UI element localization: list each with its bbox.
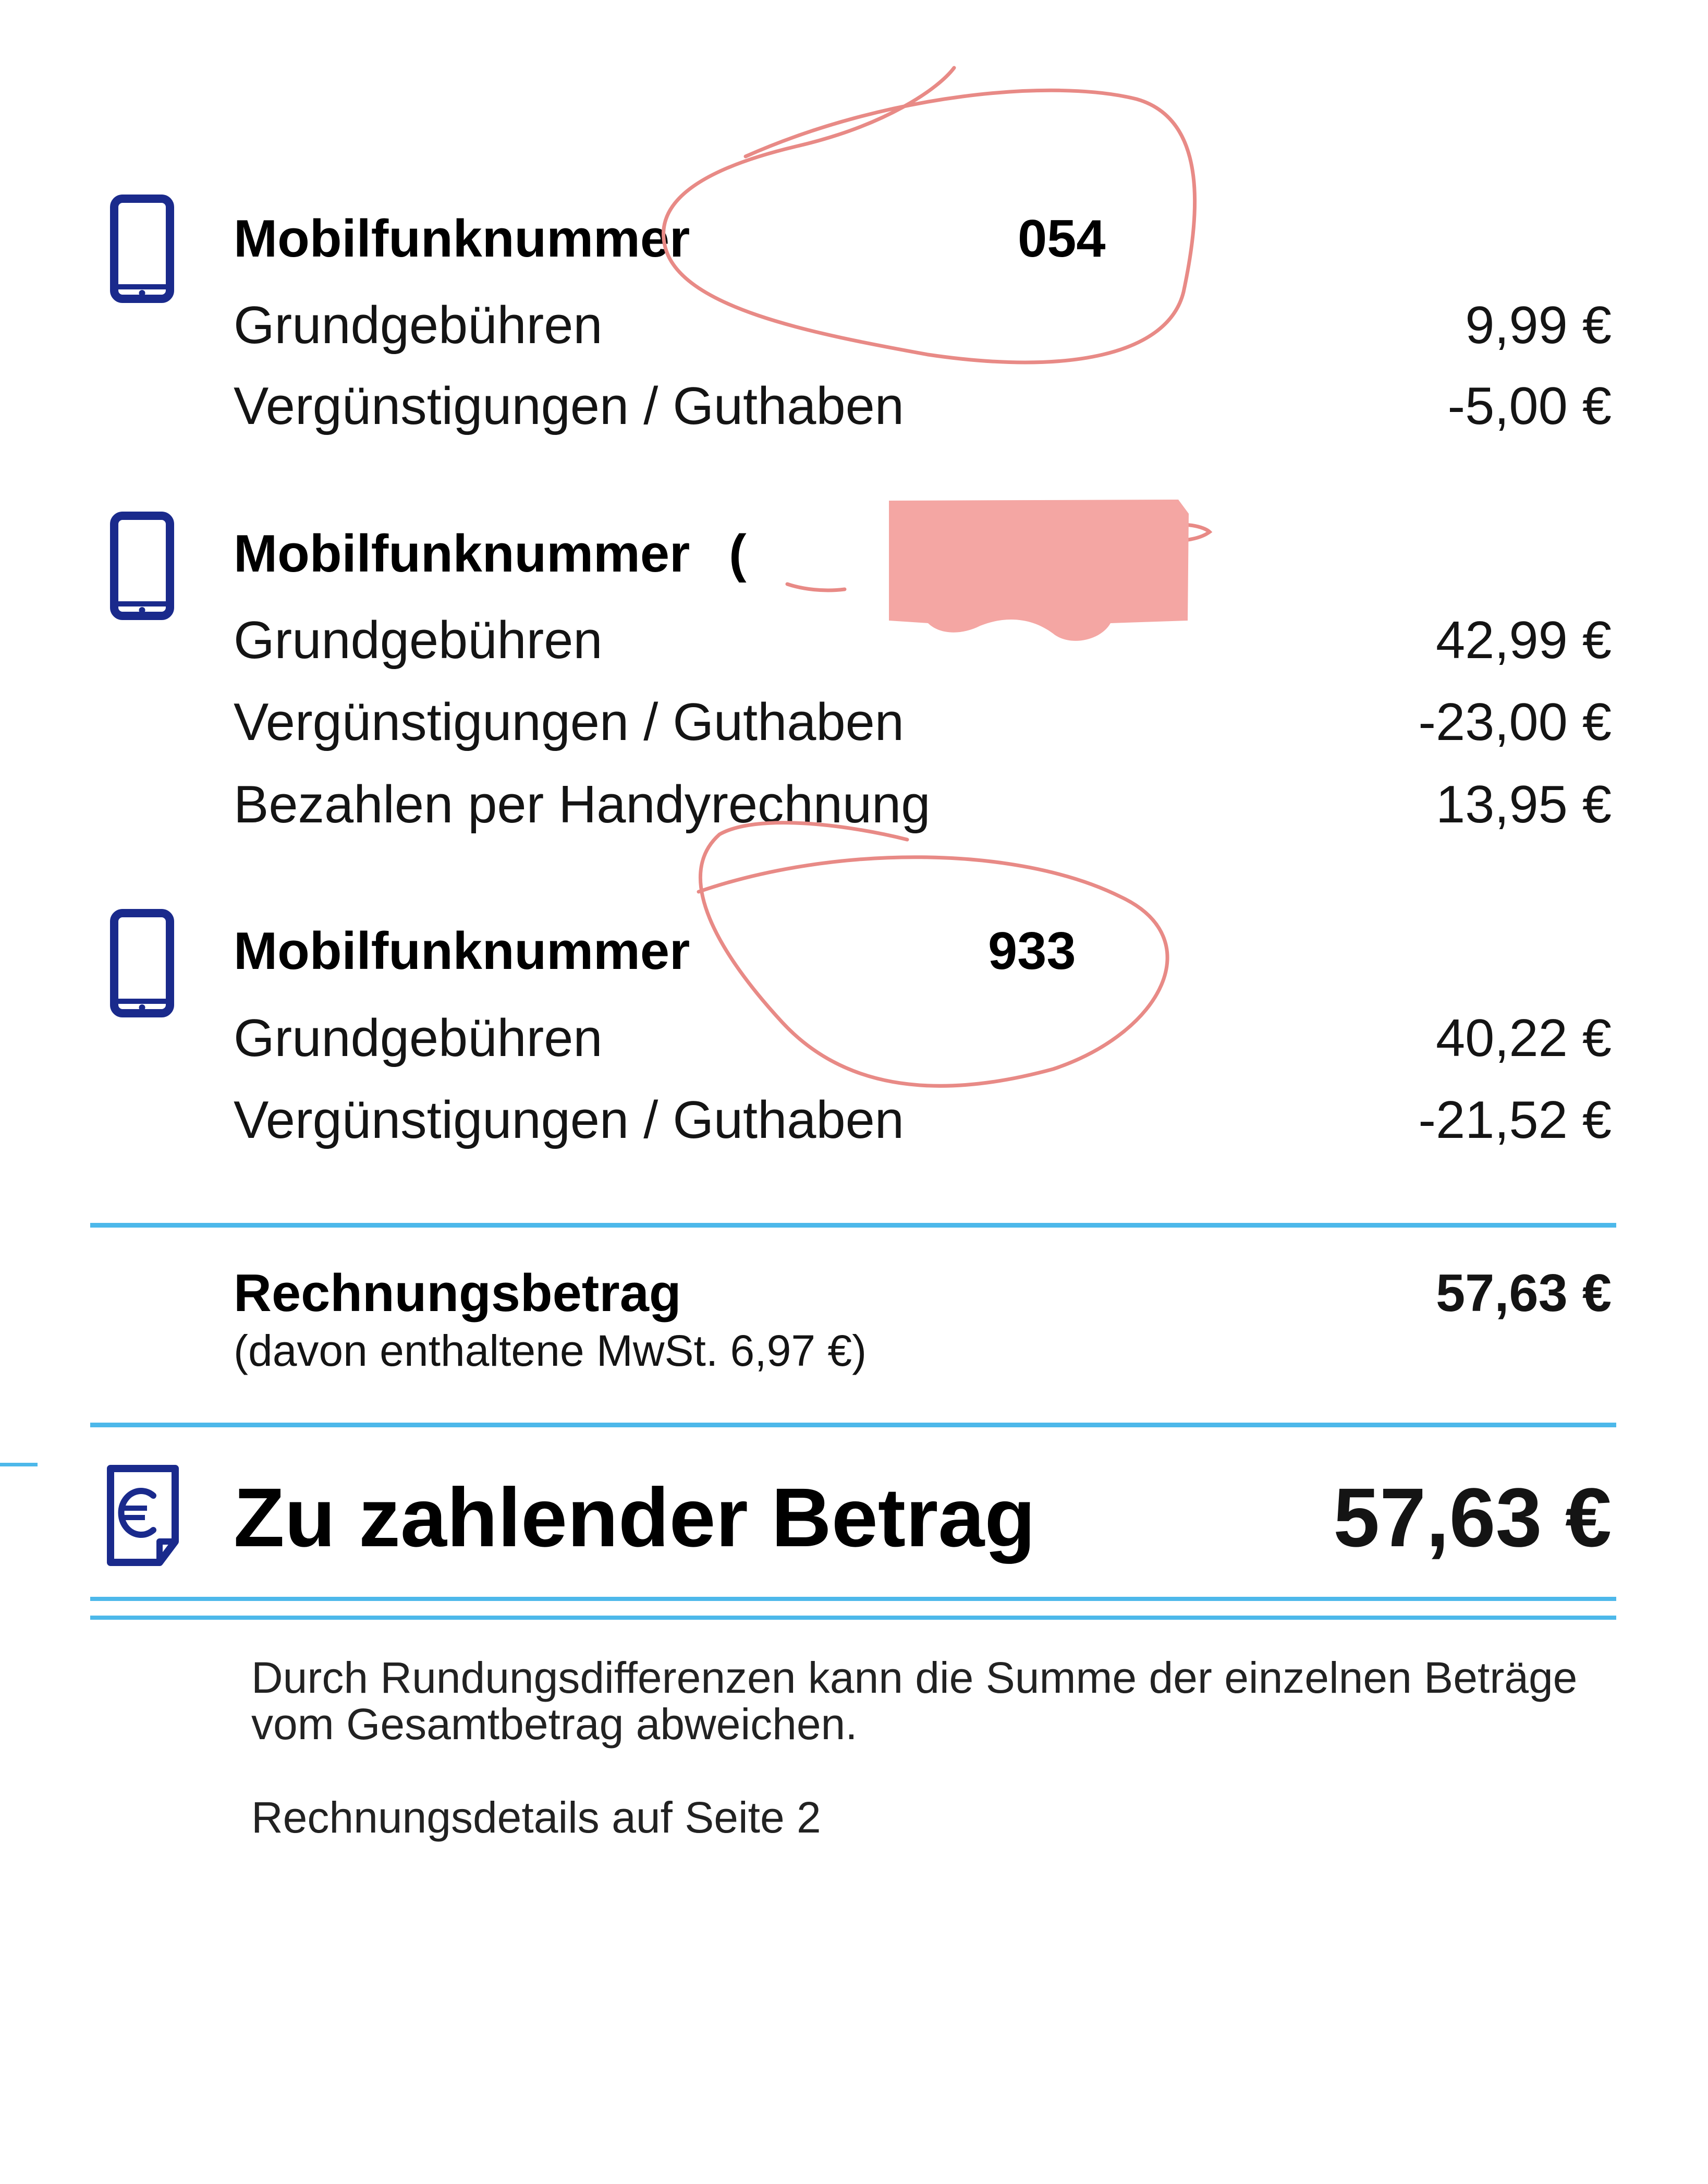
line-amount: -5,00 € [1447,377,1612,435]
smartphone-icon [109,511,175,621]
vat-note: (davon enthaltene MwSt. 6,97 €) [234,1326,867,1375]
rounding-note-line-2: vom Gesamtbetrag abweichen. [251,1700,858,1749]
annotation-stroke [787,584,845,590]
line-amount: -21,52 € [1418,1091,1612,1149]
invoice-total-label: Rechnungsbetrag [234,1264,681,1322]
details-reference: Rechnungsdetails auf Seite 2 [251,1793,821,1842]
phone-number-fragment: 933 [988,922,1076,980]
line-label: Bezahlen per Handyrechnung [234,775,931,834]
line-amount: -23,00 € [1418,693,1612,751]
amount-due-amount: 57,63 € [1333,1471,1612,1564]
margin-mark [0,1463,38,1466]
section-title: Mobilfunknummer [234,525,690,583]
smartphone-icon [109,194,175,304]
section-title: Mobilfunknummer [234,210,690,268]
line-label: Grundgebühren [234,1009,603,1067]
line-label: Grundgebühren [234,296,603,355]
annotation-circle-1 [664,68,1195,362]
line-label: Vergünstigungen / Guthaben [234,377,904,435]
phone-number-fragment: 054 [1018,210,1106,268]
divider [90,1423,1616,1427]
euro-document-icon [101,1463,185,1568]
redaction-mark [889,500,1189,641]
line-label: Vergünstigungen / Guthaben [234,1091,904,1149]
line-amount: 40,22 € [1436,1009,1612,1067]
phone-number-fragment: ( [729,525,747,583]
amount-due-label: Zu zahlender Betrag [234,1471,1036,1564]
rounding-note-line-1: Durch Rundungsdifferenzen kann die Summe der einzelnen Beträge [251,1653,1578,1702]
invoice-total-amount: 57,63 € [1436,1264,1612,1322]
divider [90,1597,1616,1601]
divider [90,1616,1616,1620]
section-title: Mobilfunknummer [234,922,690,980]
annotation-stroke [1163,525,1210,541]
smartphone-icon [109,908,175,1018]
line-amount: 13,95 € [1436,775,1612,834]
line-label: Grundgebühren [234,611,603,670]
line-amount: 9,99 € [1465,296,1612,355]
annotation-circle-2 [699,823,1167,1086]
line-label: Vergünstigungen / Guthaben [234,693,904,751]
divider [90,1223,1616,1228]
line-amount: 42,99 € [1436,611,1612,670]
